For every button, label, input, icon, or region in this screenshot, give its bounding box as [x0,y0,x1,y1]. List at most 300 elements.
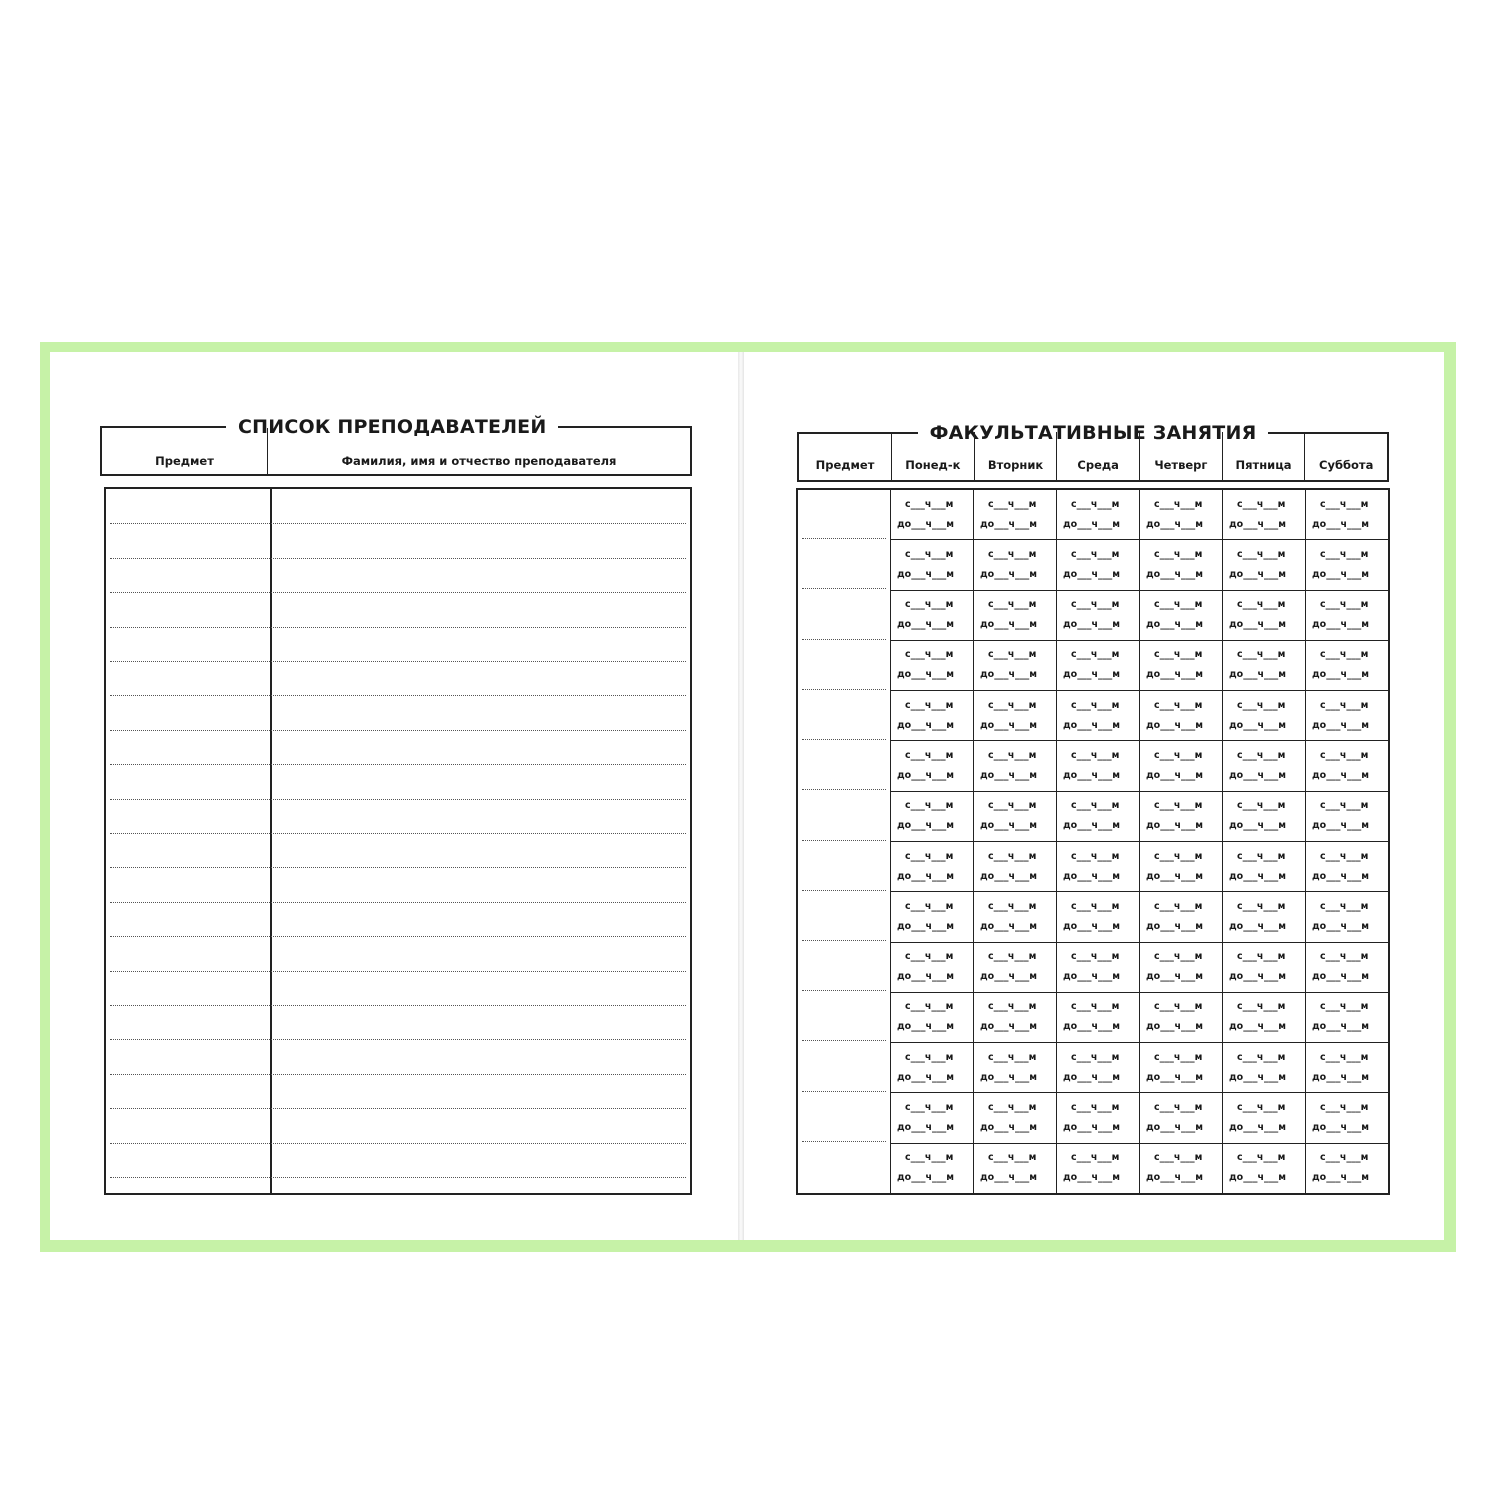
time-from-label: с___ч___м [988,699,1037,711]
subject-writing-line [802,990,886,991]
time-slot [891,540,973,590]
time-to-label: до___ч___м [897,770,954,782]
time-slot [891,1144,973,1193]
time-to-label: до___ч___м [1063,1122,1120,1134]
time-from-label: с___ч___м [905,850,954,862]
time-slot [891,792,973,842]
time-to-label: до___ч___м [1312,1021,1369,1033]
time-to-label: до___ч___м [897,619,954,631]
writing-line [110,1143,686,1144]
time-slot [1057,792,1139,842]
time-to-label: до___ч___м [1229,920,1286,932]
time-from-label: с___ч___м [1237,900,1286,912]
time-to-label: до___ч___м [897,518,954,530]
time-from-label: с___ч___м [988,951,1037,963]
time-from-label: с___ч___м [988,1051,1037,1063]
time-to-label: до___ч___м [980,870,1037,882]
electives-title: ФАКУЛЬТАТИВНЫЕ ЗАНЯТИЯ [929,422,1257,444]
time-to-label: до___ч___м [1146,719,1203,731]
time-from-label: с___ч___м [1320,649,1369,661]
time-slot [974,490,1056,540]
day-column [1140,490,1223,1193]
time-to-label: до___ч___м [1063,518,1120,530]
time-slot [1306,892,1388,942]
time-from-label: с___ч___м [1154,750,1203,762]
time-from-label: с___ч___м [1237,548,1286,560]
writing-line [110,523,686,524]
time-from-label: с___ч___м [1154,1152,1203,1164]
time-from-label: с___ч___м [1154,498,1203,510]
time-to-label: до___ч___м [1063,1021,1120,1033]
time-to-label: до___ч___м [980,1071,1037,1083]
time-from-label: с___ч___м [1154,951,1203,963]
time-slot [1223,842,1305,892]
time-to-label: до___ч___м [1229,971,1286,983]
time-slot [1140,792,1222,842]
time-from-label: с___ч___м [1237,951,1286,963]
time-slot [1223,741,1305,791]
time-to-label: до___ч___м [1312,770,1369,782]
time-slot [1057,591,1139,641]
time-slot [1306,993,1388,1043]
time-slot [1223,1144,1305,1193]
time-to-label: до___ч___м [980,719,1037,731]
time-to-label: до___ч___м [1229,719,1286,731]
time-slot [891,490,973,540]
day-column [1306,490,1388,1193]
time-from-label: с___ч___м [1154,1001,1203,1013]
time-from-label: с___ч___м [905,800,954,812]
time-to-label: до___ч___м [1312,1172,1369,1184]
time-from-label: с___ч___м [1320,1152,1369,1164]
time-to-label: до___ч___м [980,568,1037,580]
time-from-label: с___ч___м [1154,599,1203,611]
subject-writing-line [802,940,886,941]
time-slot [974,993,1056,1043]
time-to-label: до___ч___м [980,518,1037,530]
time-slot [1223,943,1305,993]
writing-line [110,971,686,972]
time-slot [974,1093,1056,1143]
time-from-label: с___ч___м [1154,548,1203,560]
writing-line [110,867,686,868]
subject-writing-line [802,1091,886,1092]
time-from-label: с___ч___м [1320,1102,1369,1114]
time-from-label: с___ч___м [1154,900,1203,912]
time-to-label: до___ч___м [1146,669,1203,681]
time-from-label: с___ч___м [1237,750,1286,762]
time-slot [1140,591,1222,641]
time-slot [1140,691,1222,741]
time-from-label: с___ч___м [1071,548,1120,560]
time-from-label: с___ч___м [1071,1001,1120,1013]
time-from-label: с___ч___м [1237,1001,1286,1013]
subject-writing-line [802,689,886,690]
writing-line [110,661,686,662]
time-from-label: с___ч___м [905,1102,954,1114]
time-slot [1140,1043,1222,1093]
day-column [891,490,974,1193]
time-from-label: с___ч___м [988,850,1037,862]
time-to-label: до___ч___м [1146,518,1203,530]
time-to-label: до___ч___м [1312,518,1369,530]
time-from-label: с___ч___м [1154,800,1203,812]
time-to-label: до___ч___м [897,870,954,882]
electives-table-header [797,432,1389,482]
header-saturday: Суббота [1319,458,1374,472]
time-from-label: с___ч___м [988,1152,1037,1164]
time-slot [1057,540,1139,590]
time-from-label: с___ч___м [1071,649,1120,661]
time-to-label: до___ч___м [1229,568,1286,580]
time-from-label: с___ч___м [1320,750,1369,762]
time-from-label: с___ч___м [1071,498,1120,510]
time-to-label: до___ч___м [1063,770,1120,782]
time-slot [1306,741,1388,791]
time-to-label: до___ч___м [980,820,1037,832]
time-to-label: до___ч___м [1229,619,1286,631]
subject-writing-line [802,588,886,589]
time-slot [1223,993,1305,1043]
time-slot [1223,1093,1305,1143]
header-subject: Предмет [102,428,268,474]
time-slot [974,892,1056,942]
time-slot [1223,691,1305,741]
electives-table-body [796,488,1390,1195]
time-from-label: с___ч___м [1237,1152,1286,1164]
time-slot [1306,792,1388,842]
time-to-label: до___ч___м [897,920,954,932]
time-from-label: с___ч___м [1237,699,1286,711]
time-to-label: до___ч___м [1146,971,1203,983]
time-to-label: до___ч___м [1312,619,1369,631]
time-slot [1306,591,1388,641]
time-slot [1057,1043,1139,1093]
time-from-label: с___ч___м [988,498,1037,510]
time-slot [974,591,1056,641]
time-slot [974,1144,1056,1193]
time-to-label: до___ч___м [1063,820,1120,832]
time-from-label: с___ч___м [1237,800,1286,812]
time-to-label: до___ч___м [1063,870,1120,882]
time-to-label: до___ч___м [1146,1021,1203,1033]
time-slot [1140,842,1222,892]
time-slot [974,540,1056,590]
writing-line [110,1108,686,1109]
time-to-label: до___ч___м [1312,920,1369,932]
time-to-label: до___ч___м [1063,1172,1120,1184]
time-from-label: с___ч___м [1237,599,1286,611]
time-to-label: до___ч___м [980,770,1037,782]
time-from-label: с___ч___м [905,649,954,661]
writing-line [110,592,686,593]
writing-line [110,1039,686,1040]
time-from-label: с___ч___м [1320,951,1369,963]
header-tuesday: Вторник [975,432,1058,480]
time-from-label: с___ч___м [905,750,954,762]
time-from-label: с___ч___м [905,599,954,611]
time-slot [1140,1144,1222,1193]
time-from-label: с___ч___м [905,699,954,711]
time-slot [891,641,973,691]
time-from-label: с___ч___м [1320,498,1369,510]
time-from-label: с___ч___м [988,800,1037,812]
time-slot [1057,1093,1139,1143]
time-to-label: до___ч___м [1146,1172,1203,1184]
time-from-label: с___ч___м [1071,800,1120,812]
time-to-label: до___ч___м [1312,971,1369,983]
time-slot [1140,490,1222,540]
time-slot [1306,641,1388,691]
day-column [1057,490,1140,1193]
time-to-label: до___ч___м [1312,820,1369,832]
time-to-label: до___ч___м [1229,770,1286,782]
time-to-label: до___ч___м [897,971,954,983]
time-to-label: до___ч___м [1063,920,1120,932]
time-slot [1057,741,1139,791]
header-subject: Предмет [799,432,892,480]
time-from-label: с___ч___м [905,900,954,912]
time-slot [1140,943,1222,993]
time-to-label: до___ч___м [980,1021,1037,1033]
time-from-label: с___ч___м [1154,1102,1203,1114]
time-slot [891,1093,973,1143]
time-to-label: до___ч___м [1312,669,1369,681]
time-from-label: с___ч___м [1071,599,1120,611]
time-from-label: с___ч___м [905,951,954,963]
time-slot [1306,540,1388,590]
day-column [1223,490,1306,1193]
time-to-label: до___ч___м [1146,568,1203,580]
time-from-label: с___ч___м [1237,1102,1286,1114]
subject-writing-line [802,840,886,841]
time-from-label: с___ч___м [1071,750,1120,762]
time-from-label: с___ч___м [1071,1152,1120,1164]
time-to-label: до___ч___м [1229,669,1286,681]
time-slot [1057,892,1139,942]
time-from-label: с___ч___м [1154,699,1203,711]
time-to-label: до___ч___м [1063,669,1120,681]
writing-line [110,1074,686,1075]
time-slot [1057,993,1139,1043]
time-to-label: до___ч___м [1229,820,1286,832]
time-from-label: с___ч___м [1071,951,1120,963]
time-from-label: с___ч___м [988,900,1037,912]
time-to-label: до___ч___м [980,971,1037,983]
time-from-label: с___ч___м [905,1051,954,1063]
time-from-label: с___ч___м [1320,1051,1369,1063]
column-divider [270,489,272,1193]
teachers-table-body [104,487,692,1195]
time-from-label: с___ч___м [988,548,1037,560]
time-slot [1057,842,1139,892]
time-to-label: до___ч___м [1229,1172,1286,1184]
time-from-label: с___ч___м [1071,699,1120,711]
header-wednesday: Среда [1057,432,1140,480]
time-to-label: до___ч___м [1063,568,1120,580]
subject-writing-line [802,538,886,539]
time-to-label: до___ч___м [1312,568,1369,580]
time-from-label: с___ч___м [1154,1051,1203,1063]
subject-writing-line [802,1040,886,1041]
time-slot [1140,741,1222,791]
time-from-label: с___ч___м [1071,900,1120,912]
time-slot [1306,490,1388,540]
time-from-label: с___ч___м [1320,599,1369,611]
time-to-label: до___ч___м [1063,719,1120,731]
time-from-label: с___ч___м [1071,1102,1120,1114]
subject-writing-line [802,1141,886,1142]
time-to-label: до___ч___м [1146,1122,1203,1134]
time-to-label: до___ч___м [980,1122,1037,1134]
time-to-label: до___ч___м [1229,1021,1286,1033]
header-friday: Пятница [1223,432,1306,480]
time-slot [1057,490,1139,540]
time-from-label: с___ч___м [1320,850,1369,862]
time-from-label: с___ч___м [905,1001,954,1013]
time-from-label: с___ч___м [905,498,954,510]
time-slot [891,842,973,892]
time-slot [974,641,1056,691]
time-to-label: до___ч___м [1229,1122,1286,1134]
time-slot [1057,691,1139,741]
time-to-label: до___ч___м [1146,820,1203,832]
writing-line [110,1005,686,1006]
time-to-label: до___ч___м [1312,1071,1369,1083]
time-from-label: с___ч___м [1320,1001,1369,1013]
time-to-label: до___ч___м [1146,619,1203,631]
time-slot [1223,641,1305,691]
time-from-label: с___ч___м [988,1102,1037,1114]
time-to-label: до___ч___м [897,669,954,681]
time-to-label: до___ч___м [1229,1071,1286,1083]
subject-writing-line [802,890,886,891]
time-to-label: до___ч___м [1146,770,1203,782]
time-slot [891,892,973,942]
time-slot [974,741,1056,791]
time-from-label: с___ч___м [905,548,954,560]
subject-writing-line [802,639,886,640]
time-slot [891,1043,973,1093]
time-from-label: с___ч___м [905,1152,954,1164]
time-slot [891,943,973,993]
time-to-label: до___ч___м [980,920,1037,932]
time-from-label: с___ч___м [1320,548,1369,560]
time-slot [974,792,1056,842]
time-slot [1057,943,1139,993]
writing-line [110,730,686,731]
time-to-label: до___ч___м [897,820,954,832]
time-from-label: с___ч___м [1237,649,1286,661]
time-to-label: до___ч___м [1146,920,1203,932]
time-to-label: до___ч___м [1312,870,1369,882]
time-from-label: с___ч___м [1320,800,1369,812]
time-from-label: с___ч___м [1071,1051,1120,1063]
writing-line [110,1177,686,1178]
time-to-label: до___ч___м [1312,719,1369,731]
writing-line [110,695,686,696]
time-slot [1223,490,1305,540]
time-to-label: до___ч___м [1063,1071,1120,1083]
time-from-label: с___ч___м [1320,900,1369,912]
header-thursday: Четверг [1140,432,1223,480]
time-to-label: до___ч___м [980,669,1037,681]
teachers-table-header [100,428,692,476]
time-slot [891,691,973,741]
time-slot [1306,1144,1388,1193]
time-to-label: до___ч___м [1312,1122,1369,1134]
time-slot [1057,641,1139,691]
header-teacher-name: Фамилия, имя и отчество преподавателя [341,454,617,468]
time-slot [1057,1144,1139,1193]
time-to-label: до___ч___м [897,1071,954,1083]
time-slot [974,943,1056,993]
time-from-label: с___ч___м [988,750,1037,762]
time-slot [1306,691,1388,741]
time-slot [1140,892,1222,942]
time-to-label: до___ч___м [897,1021,954,1033]
writing-line [110,558,686,559]
subject-writing-line [802,739,886,740]
time-slot [1140,1093,1222,1143]
time-slot [974,842,1056,892]
time-from-label: с___ч___м [1154,850,1203,862]
time-slot [1306,943,1388,993]
subject-column [798,490,891,1193]
time-slot [974,1043,1056,1093]
subject-writing-line [802,789,886,790]
time-slot [1306,1043,1388,1093]
time-from-label: с___ч___м [988,1001,1037,1013]
time-slot [891,741,973,791]
time-to-label: до___ч___м [1229,518,1286,530]
time-slot [1306,842,1388,892]
time-slot [1140,993,1222,1043]
time-slot [1306,1093,1388,1143]
time-to-label: до___ч___м [1146,870,1203,882]
writing-line [110,936,686,937]
time-from-label: с___ч___м [988,599,1037,611]
time-to-label: до___ч___м [1063,619,1120,631]
time-to-label: до___ч___м [897,719,954,731]
time-slot [1223,792,1305,842]
time-from-label: с___ч___м [1320,699,1369,711]
writing-line [110,627,686,628]
writing-line [110,833,686,834]
time-to-label: до___ч___м [897,1122,954,1134]
time-to-label: до___ч___м [897,1172,954,1184]
header-monday: Понед-к [892,432,975,480]
teachers-title: СПИСОК ПРЕПОДАВАТЕЛЕЙ [238,416,547,438]
time-from-label: с___ч___м [1237,850,1286,862]
time-slot [974,691,1056,741]
writing-line [110,764,686,765]
time-slot [1223,540,1305,590]
time-from-label: с___ч___м [1071,850,1120,862]
writing-line [110,799,686,800]
time-slot [1223,1043,1305,1093]
time-to-label: до___ч___м [980,619,1037,631]
time-to-label: до___ч___м [1146,1071,1203,1083]
time-slot [891,993,973,1043]
day-column [974,490,1057,1193]
time-slot [1140,641,1222,691]
time-from-label: с___ч___м [1237,498,1286,510]
time-from-label: с___ч___м [1154,649,1203,661]
time-slot [1223,591,1305,641]
writing-line [110,902,686,903]
time-to-label: до___ч___м [897,568,954,580]
